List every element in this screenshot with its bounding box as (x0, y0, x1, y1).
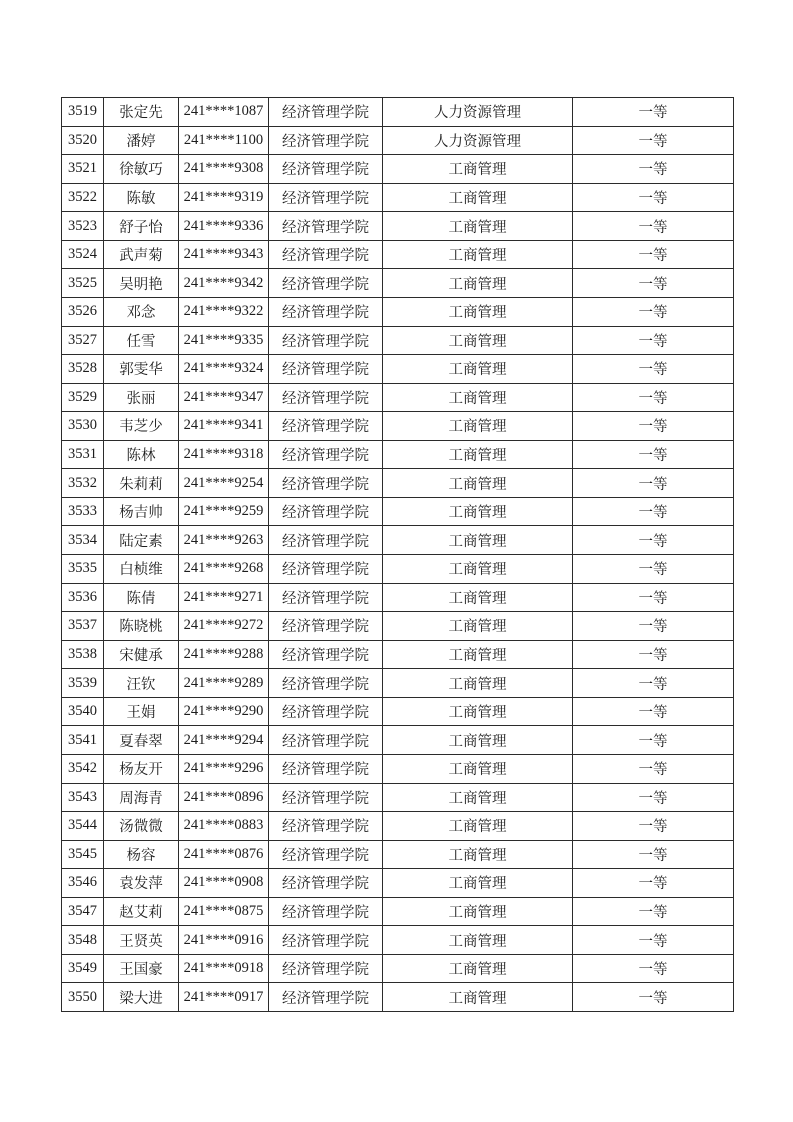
award-level-cell: 一等 (573, 754, 734, 783)
college-cell: 经济管理学院 (269, 412, 383, 441)
award-level-cell: 一等 (573, 954, 734, 983)
seq-cell: 3542 (62, 754, 104, 783)
award-level-cell: 一等 (573, 98, 734, 127)
table-row (62, 640, 734, 669)
table-row (62, 926, 734, 955)
seq-cell: 3533 (62, 497, 104, 526)
seq-cell: 3520 (62, 126, 104, 155)
college-cell: 经济管理学院 (269, 983, 383, 1012)
table-row (62, 126, 734, 155)
college-cell: 经济管理学院 (269, 926, 383, 955)
table-row (62, 954, 734, 983)
student-id-cell: 241****9324 (179, 355, 269, 384)
seq-cell: 3528 (62, 355, 104, 384)
major-cell: 工商管理 (383, 612, 573, 641)
seq-cell: 3529 (62, 383, 104, 412)
college-cell: 经济管理学院 (269, 640, 383, 669)
name-cell: 陈晓桃 (104, 612, 179, 641)
college-cell: 经济管理学院 (269, 355, 383, 384)
student-id-cell: 241****9289 (179, 669, 269, 698)
name-cell: 赵艾莉 (104, 897, 179, 926)
seq-cell: 3541 (62, 726, 104, 755)
name-cell: 王娟 (104, 697, 179, 726)
major-cell: 工商管理 (383, 583, 573, 612)
name-cell: 梁大进 (104, 983, 179, 1012)
major-cell: 工商管理 (383, 754, 573, 783)
major-cell: 工商管理 (383, 497, 573, 526)
seq-cell: 3550 (62, 983, 104, 1012)
name-cell: 陆定素 (104, 526, 179, 555)
college-cell: 经济管理学院 (269, 240, 383, 269)
table-row (62, 983, 734, 1012)
name-cell: 陈敏 (104, 183, 179, 212)
seq-cell: 3549 (62, 954, 104, 983)
student-id-cell: 241****0876 (179, 840, 269, 869)
name-cell: 周海青 (104, 783, 179, 812)
seq-cell: 3519 (62, 98, 104, 127)
student-id-cell: 241****9343 (179, 240, 269, 269)
major-cell: 工商管理 (383, 326, 573, 355)
seq-cell: 3525 (62, 269, 104, 298)
name-cell: 杨吉帅 (104, 497, 179, 526)
table-row (62, 155, 734, 184)
seq-cell: 3524 (62, 240, 104, 269)
award-level-cell: 一等 (573, 726, 734, 755)
student-id-cell: 241****9294 (179, 726, 269, 755)
student-id-cell: 241****1087 (179, 98, 269, 127)
award-level-cell: 一等 (573, 469, 734, 498)
major-cell: 工商管理 (383, 526, 573, 555)
major-cell: 工商管理 (383, 697, 573, 726)
college-cell: 经济管理学院 (269, 155, 383, 184)
award-level-cell: 一等 (573, 269, 734, 298)
award-level-cell: 一等 (573, 297, 734, 326)
seq-cell: 3546 (62, 869, 104, 898)
name-cell: 王国豪 (104, 954, 179, 983)
major-cell: 工商管理 (383, 183, 573, 212)
name-cell: 吴明艳 (104, 269, 179, 298)
major-cell: 工商管理 (383, 983, 573, 1012)
name-cell: 徐敏巧 (104, 155, 179, 184)
major-cell: 工商管理 (383, 897, 573, 926)
table-row (62, 183, 734, 212)
name-cell: 汤微微 (104, 812, 179, 841)
college-cell: 经济管理学院 (269, 326, 383, 355)
student-id-cell: 241****9336 (179, 212, 269, 241)
student-id-cell: 241****9318 (179, 440, 269, 469)
award-list-table (61, 97, 734, 1012)
award-level-cell: 一等 (573, 412, 734, 441)
college-cell: 经济管理学院 (269, 98, 383, 127)
major-cell: 工商管理 (383, 669, 573, 698)
seq-cell: 3535 (62, 555, 104, 584)
student-id-cell: 241****9268 (179, 555, 269, 584)
table-row (62, 783, 734, 812)
major-cell: 工商管理 (383, 840, 573, 869)
college-cell: 经济管理学院 (269, 297, 383, 326)
student-id-cell: 241****9272 (179, 612, 269, 641)
student-id-cell: 241****0883 (179, 812, 269, 841)
table-row (62, 98, 734, 127)
major-cell: 工商管理 (383, 155, 573, 184)
seq-cell: 3526 (62, 297, 104, 326)
student-id-cell: 241****9290 (179, 697, 269, 726)
college-cell: 经济管理学院 (269, 726, 383, 755)
student-id-cell: 241****9335 (179, 326, 269, 355)
name-cell: 汪钦 (104, 669, 179, 698)
award-list-table-body (62, 98, 734, 1012)
award-level-cell: 一等 (573, 126, 734, 155)
major-cell: 工商管理 (383, 440, 573, 469)
student-id-cell: 241****9319 (179, 183, 269, 212)
name-cell: 袁发萍 (104, 869, 179, 898)
table-row (62, 240, 734, 269)
major-cell: 工商管理 (383, 383, 573, 412)
award-level-cell: 一等 (573, 840, 734, 869)
college-cell: 经济管理学院 (269, 440, 383, 469)
student-id-cell: 241****9296 (179, 754, 269, 783)
table-row (62, 355, 734, 384)
name-cell: 任雪 (104, 326, 179, 355)
name-cell: 陈林 (104, 440, 179, 469)
seq-cell: 3532 (62, 469, 104, 498)
student-id-cell: 241****0917 (179, 983, 269, 1012)
award-level-cell: 一等 (573, 440, 734, 469)
name-cell: 张丽 (104, 383, 179, 412)
college-cell: 经济管理学院 (269, 555, 383, 584)
college-cell: 经济管理学院 (269, 840, 383, 869)
college-cell: 经济管理学院 (269, 954, 383, 983)
college-cell: 经济管理学院 (269, 469, 383, 498)
table-row (62, 269, 734, 298)
award-level-cell: 一等 (573, 983, 734, 1012)
student-id-cell: 241****0916 (179, 926, 269, 955)
award-level-cell: 一等 (573, 926, 734, 955)
award-level-cell: 一等 (573, 155, 734, 184)
table-row (62, 412, 734, 441)
seq-cell: 3548 (62, 926, 104, 955)
award-level-cell: 一等 (573, 583, 734, 612)
student-id-cell: 241****0896 (179, 783, 269, 812)
major-cell: 人力资源管理 (383, 126, 573, 155)
seq-cell: 3544 (62, 812, 104, 841)
student-id-cell: 241****0918 (179, 954, 269, 983)
award-level-cell: 一等 (573, 869, 734, 898)
major-cell: 工商管理 (383, 469, 573, 498)
seq-cell: 3538 (62, 640, 104, 669)
table-row (62, 897, 734, 926)
table-row (62, 812, 734, 841)
table-row (62, 440, 734, 469)
name-cell: 杨容 (104, 840, 179, 869)
major-cell: 工商管理 (383, 412, 573, 441)
student-id-cell: 241****9288 (179, 640, 269, 669)
award-level-cell: 一等 (573, 240, 734, 269)
student-id-cell: 241****9308 (179, 155, 269, 184)
college-cell: 经济管理学院 (269, 526, 383, 555)
college-cell: 经济管理学院 (269, 212, 383, 241)
table-row (62, 697, 734, 726)
table-row (62, 754, 734, 783)
student-id-cell: 241****1100 (179, 126, 269, 155)
table-row (62, 726, 734, 755)
table-row (62, 840, 734, 869)
major-cell: 工商管理 (383, 726, 573, 755)
major-cell: 工商管理 (383, 640, 573, 669)
name-cell: 舒子怡 (104, 212, 179, 241)
college-cell: 经济管理学院 (269, 783, 383, 812)
major-cell: 工商管理 (383, 869, 573, 898)
major-cell: 工商管理 (383, 812, 573, 841)
award-level-cell: 一等 (573, 326, 734, 355)
award-level-cell: 一等 (573, 183, 734, 212)
name-cell: 朱莉莉 (104, 469, 179, 498)
major-cell: 工商管理 (383, 297, 573, 326)
college-cell: 经济管理学院 (269, 383, 383, 412)
table-row (62, 612, 734, 641)
seq-cell: 3527 (62, 326, 104, 355)
award-level-cell: 一等 (573, 526, 734, 555)
major-cell: 工商管理 (383, 269, 573, 298)
name-cell: 陈倩 (104, 583, 179, 612)
table-row (62, 583, 734, 612)
college-cell: 经济管理学院 (269, 497, 383, 526)
student-id-cell: 241****9254 (179, 469, 269, 498)
college-cell: 经济管理学院 (269, 183, 383, 212)
major-cell: 工商管理 (383, 240, 573, 269)
student-id-cell: 241****9271 (179, 583, 269, 612)
name-cell: 潘婷 (104, 126, 179, 155)
college-cell: 经济管理学院 (269, 583, 383, 612)
college-cell: 经济管理学院 (269, 269, 383, 298)
seq-cell: 3523 (62, 212, 104, 241)
table-row (62, 212, 734, 241)
seq-cell: 3531 (62, 440, 104, 469)
award-level-cell: 一等 (573, 212, 734, 241)
award-level-cell: 一等 (573, 697, 734, 726)
name-cell: 邓念 (104, 297, 179, 326)
student-id-cell: 241****9347 (179, 383, 269, 412)
major-cell: 工商管理 (383, 212, 573, 241)
college-cell: 经济管理学院 (269, 697, 383, 726)
student-id-cell: 241****0908 (179, 869, 269, 898)
college-cell: 经济管理学院 (269, 126, 383, 155)
college-cell: 经济管理学院 (269, 869, 383, 898)
major-cell: 工商管理 (383, 954, 573, 983)
college-cell: 经济管理学院 (269, 754, 383, 783)
major-cell: 工商管理 (383, 555, 573, 584)
seq-cell: 3543 (62, 783, 104, 812)
seq-cell: 3536 (62, 583, 104, 612)
student-id-cell: 241****9322 (179, 297, 269, 326)
college-cell: 经济管理学院 (269, 897, 383, 926)
student-id-cell: 241****9259 (179, 497, 269, 526)
college-cell: 经济管理学院 (269, 669, 383, 698)
major-cell: 工商管理 (383, 783, 573, 812)
seq-cell: 3547 (62, 897, 104, 926)
award-level-cell: 一等 (573, 669, 734, 698)
major-cell: 工商管理 (383, 355, 573, 384)
seq-cell: 3522 (62, 183, 104, 212)
table-row (62, 555, 734, 584)
name-cell: 武声菊 (104, 240, 179, 269)
major-cell: 工商管理 (383, 926, 573, 955)
table-row (62, 383, 734, 412)
award-level-cell: 一等 (573, 812, 734, 841)
name-cell: 张定先 (104, 98, 179, 127)
name-cell: 白桢维 (104, 555, 179, 584)
table-row (62, 326, 734, 355)
major-cell: 人力资源管理 (383, 98, 573, 127)
name-cell: 郭雯华 (104, 355, 179, 384)
seq-cell: 3540 (62, 697, 104, 726)
student-id-cell: 241****9263 (179, 526, 269, 555)
name-cell: 宋健承 (104, 640, 179, 669)
name-cell: 杨友开 (104, 754, 179, 783)
award-level-cell: 一等 (573, 497, 734, 526)
award-level-cell: 一等 (573, 555, 734, 584)
seq-cell: 3521 (62, 155, 104, 184)
award-level-cell: 一等 (573, 612, 734, 641)
seq-cell: 3530 (62, 412, 104, 441)
table-row (62, 497, 734, 526)
table-row (62, 469, 734, 498)
seq-cell: 3545 (62, 840, 104, 869)
seq-cell: 3539 (62, 669, 104, 698)
seq-cell: 3537 (62, 612, 104, 641)
seq-cell: 3534 (62, 526, 104, 555)
award-level-cell: 一等 (573, 383, 734, 412)
table-row (62, 526, 734, 555)
name-cell: 韦芝少 (104, 412, 179, 441)
award-level-cell: 一等 (573, 355, 734, 384)
name-cell: 王贤英 (104, 926, 179, 955)
student-id-cell: 241****9341 (179, 412, 269, 441)
table-row (62, 297, 734, 326)
award-level-cell: 一等 (573, 640, 734, 669)
college-cell: 经济管理学院 (269, 612, 383, 641)
name-cell: 夏春翠 (104, 726, 179, 755)
student-id-cell: 241****0875 (179, 897, 269, 926)
college-cell: 经济管理学院 (269, 812, 383, 841)
award-level-cell: 一等 (573, 783, 734, 812)
table-row (62, 869, 734, 898)
table-row (62, 669, 734, 698)
student-id-cell: 241****9342 (179, 269, 269, 298)
award-level-cell: 一等 (573, 897, 734, 926)
